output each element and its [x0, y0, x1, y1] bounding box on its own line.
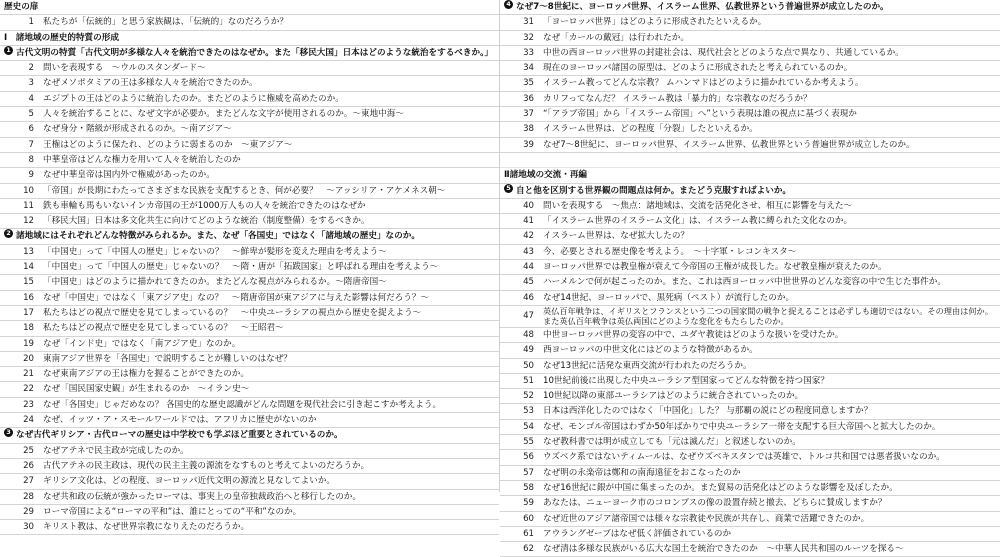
question-row: [500, 245, 1000, 260]
section-title: なぜ古代ギリシア・古代ローマの歴史は中学校でも学ぶほど重要とされているのか。: [16, 430, 343, 441]
question-number: 58: [523, 482, 534, 493]
question-text: なぜ、イッツ・ア・スモールワールドでは、アフリカに歴史がないのか: [43, 415, 317, 426]
right-column: [500, 0, 1000, 555]
question-row: [500, 359, 1000, 374]
question-row: [0, 321, 499, 336]
question-text: 問いを表現する 〜焦点：諸地域は、交流を活発化させ、相互に影響を与えた〜: [543, 200, 853, 211]
question-number: 44: [523, 262, 534, 273]
question-number: 35: [523, 78, 534, 89]
question-text: なぜ、モンゴル帝国はわずか50年ばかりで中央ユーラシア一帯を支配する巨大帝国へと拡大したのか。: [543, 421, 941, 432]
question-text: 「移民大国」日本は多文化共生に向けてどのような統治（制度整備）をするべきか。: [43, 216, 370, 227]
question-text: “「アラブ帝国」から「イスラーム帝国」へ”という表現は誰の視点に基づく表現か: [543, 109, 857, 120]
question-text: なぜ「インド史」ではなく「南アジア史」なのか。: [43, 338, 241, 349]
question-text: 現在のヨーロッパ諸国の原型は、どのように形成されたと考えられているのか。: [543, 63, 853, 74]
section-heading: [0, 229, 499, 244]
question-number: 50: [523, 360, 534, 371]
question-text: なぜ中華皇帝は国内外で権威があったのか。: [43, 170, 215, 181]
question-row: [500, 260, 1000, 275]
question-number: 3: [28, 78, 34, 89]
question-number: 24: [23, 415, 34, 426]
question-number: 31: [523, 17, 534, 28]
section-number-badge: 2: [4, 229, 13, 238]
question-text: 私たちはどの視点で歴史を見てしまっているの？ 〜中央ユーラシアの視点から歴史を捉えよう〜: [43, 307, 422, 318]
question-text: 10世紀前後に出現した中央ユーラシア型国家ってどんな特徴を持つ国家？: [543, 375, 829, 386]
question-text: アウラングゼーブはなぜ低く評価されているのか: [543, 528, 732, 539]
question-row: [500, 122, 1000, 137]
question-text: なぜ近世のアジア諸帝国では様々な宗教徒や民族が共存し、商業で活躍できたのか。: [543, 513, 870, 524]
question-row: [0, 291, 499, 306]
question-text: 「イスラーム世界のイスラーム文化」は、イスラーム教に縛られた文化なのか。: [543, 216, 853, 227]
question-text: 王権はどのように保たれ、どのように弱まるのか 〜東アジア〜: [43, 139, 293, 150]
question-text: 西ヨーロッパの中世文化にはどのような特徴があるか。: [543, 345, 758, 356]
question-text: 中世ヨーロッパ世界の変容の中で、ユダヤ教徒はどのような扱いを受けたか。: [543, 329, 844, 340]
question-number: 61: [523, 528, 534, 539]
section-heading: [0, 46, 499, 61]
question-number: 2: [28, 63, 34, 74]
section-heading: [500, 184, 1000, 199]
question-text: なぜ東南アジアの王は権力を握ることができたのか。: [43, 369, 249, 380]
question-number: 49: [523, 345, 534, 356]
question-number: 52: [523, 391, 534, 402]
question-row: [500, 46, 1000, 61]
question-row: [500, 76, 1000, 91]
question-text: 古代アテネの民主政は、現代の民主主義の源流をなすものと考えてよいのだろうか。: [43, 460, 370, 471]
question-row: [0, 520, 499, 535]
question-row: [500, 496, 1000, 511]
question-row: [0, 505, 499, 520]
question-text: なぜ「各国史」じゃだめなの？ 各国史的な歴史認識がどんな問題を現代社会に引き起こすか考えよう。: [43, 399, 442, 410]
question-text: なぜ教科書では明が成立しても「元は滅んだ」と叙述しないのか。: [543, 437, 801, 448]
question-number: 13: [23, 246, 34, 257]
question-number: 41: [523, 216, 534, 227]
section-heading: [0, 0, 499, 15]
question-row: [500, 214, 1000, 229]
section-heading: [0, 31, 499, 46]
question-row: [0, 61, 499, 76]
section-title: Ⅰ 諸地域の歴史的特質の形成: [4, 32, 119, 43]
question-row: [500, 450, 1000, 465]
question-row: [0, 76, 499, 91]
question-row: [0, 337, 499, 352]
question-row: [0, 107, 499, 122]
question-text: 私たちはどの視点で歴史を見てしまっているの？ 〜王昭君〜: [43, 323, 284, 334]
question-text: あなたは、ニューヨーク市のコロンブスの像の設置存続と撤去、どちらに賛成しますか？: [543, 498, 887, 509]
section-heading: [500, 0, 1000, 15]
question-number: 38: [523, 124, 534, 135]
question-text: なぜアテネで民主政が完成したのか。: [43, 445, 189, 456]
question-row: [500, 199, 1000, 214]
question-row: [500, 328, 1000, 343]
question-row: [500, 404, 1000, 419]
question-text: 東南アジア世界を「各国史」で説明することが難しいのはなぜ？: [43, 353, 292, 364]
question-number: 15: [23, 277, 34, 288]
question-number: 40: [523, 200, 534, 211]
question-row: [0, 367, 499, 382]
question-row: [500, 466, 1000, 481]
blank-row: [500, 153, 1000, 168]
question-text: なぜメソポタミアの王は多様な人々を統治できたのか。: [43, 78, 258, 89]
question-text: ヨーロッパ世界では教皇権が衰えて今帝国の王権が成長した。なぜ教皇権が衰えたのか。: [543, 262, 887, 273]
left-column: [0, 0, 500, 533]
question-row: [0, 398, 499, 413]
question-text: イスラーム世界は、なぜ拡大したの？: [543, 231, 690, 242]
question-text: 問いを表現する 〜ウルのスタンダード〜: [43, 63, 206, 74]
question-number: 62: [523, 544, 534, 555]
question-row: [500, 542, 1000, 557]
question-number: 9: [28, 170, 34, 181]
section-title: 自と他を区別する世界観の問題点は何か。またどう克服すればよいか。: [516, 185, 792, 196]
question-row: [0, 92, 499, 107]
question-text: なぜ「カールの戴冠」は行われたか。: [543, 32, 689, 43]
question-number: 48: [523, 329, 534, 340]
section-title: 諸地域にはそれぞれどんな特徴がみられるか。また、なぜ「各国史」ではなく「諸地域の歴史」なのか。: [16, 231, 420, 242]
question-text: イスラーム世界は、どの程度「分裂」したといえるか。: [543, 124, 758, 135]
question-text: ローマ帝国による“ローマの平和”は、誰にとっての“平和”なのか。: [43, 506, 302, 517]
question-text: 日本は西洋化したのではなく「中国化」した？ 与那覇の説にどの程度同意しますか？: [543, 406, 873, 417]
question-row: [0, 122, 499, 137]
question-row: [0, 168, 499, 183]
question-number: 43: [523, 246, 534, 257]
question-row: [0, 153, 499, 168]
question-number: 26: [23, 460, 34, 471]
question-number: 32: [523, 32, 534, 43]
question-number: 17: [23, 307, 34, 318]
question-number: 33: [523, 47, 534, 58]
question-text: イスラーム教ってどんな宗教？ ムハンマドはどのように描かれているか考えよう。: [543, 78, 864, 89]
question-number: 46: [523, 292, 534, 303]
question-row: [500, 138, 1000, 153]
question-row: [0, 459, 499, 474]
question-number: 45: [523, 277, 534, 288]
question-number: 28: [23, 491, 34, 502]
question-number: 34: [523, 63, 534, 74]
question-number: 30: [23, 522, 34, 533]
question-row: [500, 306, 1000, 328]
question-text: 10世紀以降の東部ユーラシアはどのように統合されていったのか。: [543, 391, 804, 402]
question-number: 22: [23, 384, 34, 395]
section-number-badge: 1: [4, 46, 13, 55]
question-number: 42: [523, 231, 534, 242]
question-text: ウズベク系ではないティムールは、なぜウズベキスタンでは英雄で、トルコ共和国では悪者扱いなのか。: [543, 452, 945, 463]
question-text: 「中国史」って「中国人の歴史」じゃないの？ 〜鮮卑が髪形を変えた理由を考えよう〜: [43, 246, 387, 257]
question-number: 16: [23, 292, 34, 303]
question-text: 英仏百年戦争は、イギリスとフランスという二つの国家間の戦争と捉えることは必ずしも適切ではない。その理由は何か。また英仏百年戦争は英仏両国にどのような変化をもたらしたのか。: [543, 306, 993, 327]
question-row: [500, 512, 1000, 527]
question-number: 1: [28, 17, 34, 28]
question-number: 27: [23, 476, 34, 487]
question-number: 11: [23, 200, 34, 211]
question-row: [0, 214, 499, 229]
question-number: 57: [523, 467, 534, 478]
question-row: [0, 138, 499, 153]
question-text: 私たちが「伝統的」と思う家族観は、「伝統的」なのだろうか？: [43, 17, 288, 28]
question-row: [500, 291, 1000, 306]
question-number: 21: [23, 369, 34, 380]
section-heading: [500, 168, 1000, 183]
question-row: [0, 474, 499, 489]
question-number: 12: [23, 216, 34, 227]
question-text: エジプトの王はどのように統治したのか。またどのように権威を高めたのか。: [43, 93, 344, 104]
question-text: キリスト教は、なぜ世界宗教になりえたのだろうか。: [43, 522, 250, 533]
question-text: なぜ7〜8世紀に、ヨーロッパ世界、イスラーム世界、仏教世界という普遍世界が成立したのか。: [543, 139, 915, 150]
question-row: [500, 389, 1000, 404]
question-number: 8: [28, 154, 34, 165]
question-row: [500, 420, 1000, 435]
question-text: 中華皇帝はどんな権力を用いて人々を統治したのか: [43, 154, 241, 165]
question-number: 55: [523, 437, 534, 448]
question-row: [0, 245, 499, 260]
section-title: 古代文明の特質「古代文明が多様な人々を統治できたのはなぜか。また「移民大国」日本はどのような統治をするべきか。」: [16, 47, 493, 58]
question-number: 60: [523, 513, 534, 524]
question-number: 19: [23, 338, 34, 349]
question-row: [0, 382, 499, 397]
question-number: 20: [23, 353, 34, 364]
question-text: カリフってなんだ？ イスラーム教は「暴力的」な宗教なのだろうか？: [543, 93, 812, 104]
question-text: ギリシア文化は、どの程度、ヨーロッパ近代文明の源流と見なしてよいか。: [43, 476, 336, 487]
question-number: 10: [23, 185, 34, 196]
question-text: 中世の西ヨーロッパ世界の封建社会は、現代社会とどのような点で異なり、共通しているか。: [543, 47, 904, 58]
question-row: [0, 275, 499, 290]
question-text: 「中国史」って「中国人の歴史」じゃないの？ 〜隋・唐が「拓跋国家」と呼ばれる理由を考えよう〜: [43, 262, 439, 273]
question-row: [500, 481, 1000, 496]
question-number: 39: [523, 139, 534, 150]
question-row: [0, 260, 499, 275]
question-row: [500, 15, 1000, 30]
question-number: 37: [523, 109, 534, 120]
question-number: 4: [28, 93, 34, 104]
question-row: [500, 343, 1000, 358]
question-row: [0, 199, 499, 214]
question-row: [0, 444, 499, 459]
question-number: 29: [23, 506, 34, 517]
question-row: [500, 61, 1000, 76]
question-text: 「帝国」が長期にわたってさまざまな民族を支配するとき、何が必要？ 〜アッシリア・アケメネス朝〜: [43, 185, 446, 196]
section-title: 歴史の扉: [4, 2, 39, 12]
section-title: Ⅱ諸地域の交流・再編: [504, 170, 588, 181]
question-row: [0, 184, 499, 199]
question-text: なぜ共和政の伝統が強かったローマは、事実上の皇帝独裁政治へと移行したのか。: [43, 491, 361, 502]
question-row: [500, 107, 1000, 122]
question-number: 23: [23, 399, 34, 410]
question-row: [0, 352, 499, 367]
question-text: なぜ身分・階級が形成されるのか。〜南アジア〜: [43, 124, 232, 135]
section-heading: [0, 428, 499, 443]
question-number: 47: [523, 311, 534, 322]
section-number-badge: 5: [504, 184, 513, 193]
question-text: なぜ13世紀に活発な東西交流が行われたのだろうか。: [543, 360, 752, 371]
question-number: 59: [523, 498, 534, 509]
question-number: 14: [23, 262, 34, 273]
question-text: なぜ14世紀、ヨーロッパで、黒死病（ペスト）が流行したのか。: [543, 292, 795, 303]
question-text: なぜ清は多様な民族がいる広大な国土を統治できたのか 〜中華人民共和国のルーツを探る〜: [543, 544, 904, 555]
question-row: [0, 15, 499, 30]
question-number: 53: [523, 406, 534, 417]
question-row: [500, 435, 1000, 450]
question-row: [0, 306, 499, 321]
question-row: [0, 413, 499, 428]
question-number: 36: [523, 93, 534, 104]
question-number: 18: [23, 323, 34, 334]
question-number: 51: [523, 375, 534, 386]
question-number: 25: [23, 445, 34, 456]
section-title: なぜ7〜8世紀に、ヨーロッパ世界、イスラーム世界、仏教世界という普遍世界が成立したのか。: [516, 2, 889, 12]
question-text: なぜ「中国史」ではなく「東アジア史」なの？ 〜隋唐帝国が東アジアに与えた影響は何だろう？〜: [43, 292, 430, 303]
question-row: [500, 92, 1000, 107]
question-row: [500, 31, 1000, 46]
question-number: 54: [523, 421, 534, 432]
question-row: [500, 275, 1000, 290]
section-number-badge: 3: [4, 428, 13, 437]
question-text: 今、必要とされる歴史像を考えよう。 〜十字軍・レコンキスタ〜: [543, 246, 797, 257]
question-text: 「ヨーロッパ世界」はどのように形成されたといえるか。: [543, 17, 767, 28]
question-row: [500, 527, 1000, 542]
question-text: ハーメルンで何が起こったのか。また、これは西ヨーロッパ中世世界のどんな変容の中で生じた事件か。: [543, 277, 946, 288]
question-text: 人々を統治することに、なぜ文字が必要か。またどんな文字が使用されるのか。〜東地中海〜: [43, 109, 404, 120]
question-row: [500, 374, 1000, 389]
question-number: 6: [28, 124, 34, 135]
question-text: なぜ16世紀に銀が中国に集まったのか。また貿易の活発化はどのような影響を及ぼしたか。: [543, 482, 898, 493]
section-number-badge: 4: [504, 0, 513, 9]
question-text: なぜ明の永楽帝は鄭和の南海遠征をおこなったのか: [543, 467, 741, 478]
question-row: [500, 229, 1000, 244]
question-number: 7: [28, 139, 34, 150]
question-text: 鉄も車輪も馬もいないインカ帝国の王が1000万人もの人々を統治できたのはなぜか: [43, 200, 366, 211]
question-text: なぜ「国民国家史観」が生まれるのか 〜イラン史〜: [43, 384, 250, 395]
question-number: 5: [28, 109, 34, 120]
question-text: 「中国史」はどのように描かれてきたのか。またどんな視点がみられるか。〜隋唐帝国〜: [43, 277, 387, 288]
question-number: 56: [523, 452, 534, 463]
